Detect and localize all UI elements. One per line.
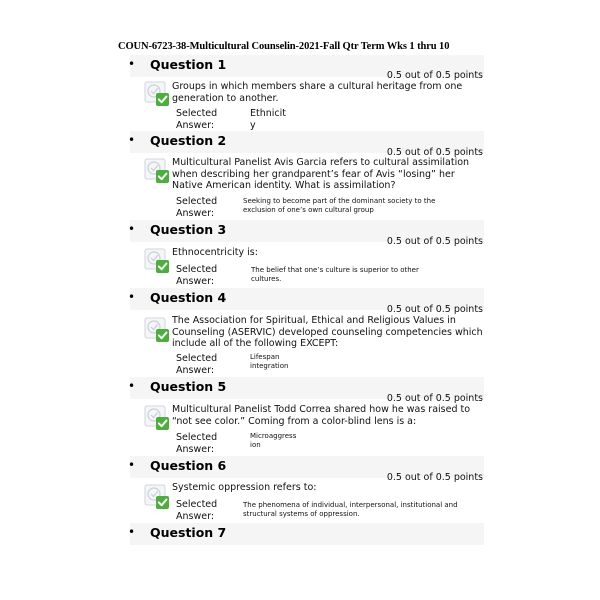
selected-answer: Seeking to become part of the dominant society to the exclusion of one’s own cultural group <box>243 197 436 214</box>
bullet-icon: • <box>128 290 136 304</box>
correct-check-icon <box>144 248 170 274</box>
bullet-icon: • <box>128 57 136 71</box>
selected-answer-label: Selected Answer: <box>176 353 218 376</box>
question-points: 0.5 out of 0.5 points <box>386 236 483 247</box>
bullet-icon: • <box>128 458 136 472</box>
selected-answer: Ethnicity <box>250 108 286 131</box>
question-title: Question 3 <box>150 222 227 237</box>
selected-answer: The phenomena of individual, interpersonal, institutional and structural systems of oppression. <box>243 501 458 518</box>
selected-answer: Microaggression <box>250 432 297 449</box>
question-text: Ethnocentricity is: <box>172 247 258 258</box>
selected-answer-label: Selected Answer: <box>176 264 218 287</box>
selected-answer-label: Selected Answer: <box>176 196 218 219</box>
question-text: Multicultural Panelist Todd Correa shared how he was raised to “not see color.” Coming from a color-blind lens is a: <box>172 404 471 427</box>
question-text: The Association for Spiritual, Ethical and Religious Values in Counseling (ASERVIC) developed counseling competencies which include all of the following EXCEPT: <box>172 315 483 349</box>
question-points: 0.5 out of 0.5 points <box>386 147 483 158</box>
selected-answer-label: Selected Answer: <box>176 108 218 131</box>
bullet-icon: • <box>128 222 136 236</box>
question-text: Systemic oppression refers to: <box>172 482 317 493</box>
question-title: Question 4 <box>150 290 227 305</box>
correct-check-icon <box>144 81 170 107</box>
question-points: 0.5 out of 0.5 points <box>386 70 483 81</box>
correct-check-icon <box>144 317 170 343</box>
question-title: Question 7 <box>150 525 227 540</box>
bullet-icon: • <box>128 379 136 393</box>
question-title: Question 2 <box>150 133 227 148</box>
question-text: Multicultural Panelist Avis Garcia refers to cultural assimilation when describing her grandparent’s fear of Avis “losing” her Native American identity. What is assimilation? <box>172 157 470 191</box>
bullet-icon: • <box>128 525 136 539</box>
selected-answer: The belief that one’s culture is superior to other cultures. <box>251 266 419 283</box>
selected-answer-label: Selected Answer: <box>176 432 218 455</box>
correct-check-icon <box>144 484 170 510</box>
bullet-icon: • <box>128 133 136 147</box>
correct-check-icon <box>144 158 170 184</box>
question-points: 0.5 out of 0.5 points <box>386 393 483 404</box>
selected-answer: Lifespan integration <box>250 353 289 370</box>
selected-answer-label: Selected Answer: <box>176 499 218 522</box>
question-title: Question 1 <box>150 57 227 72</box>
question-title: Question 5 <box>150 379 227 394</box>
question-points: 0.5 out of 0.5 points <box>386 472 483 483</box>
question-text: Groups in which members share a cultural heritage from one generation to another. <box>172 81 463 104</box>
question-title: Question 6 <box>150 458 227 473</box>
question-points: 0.5 out of 0.5 points <box>386 304 483 315</box>
correct-check-icon <box>144 405 170 431</box>
document-title: COUN-6723-38-Multicultural Counselin-2021-Fall Qtr Term Wks 1 thru 10 <box>118 41 450 52</box>
